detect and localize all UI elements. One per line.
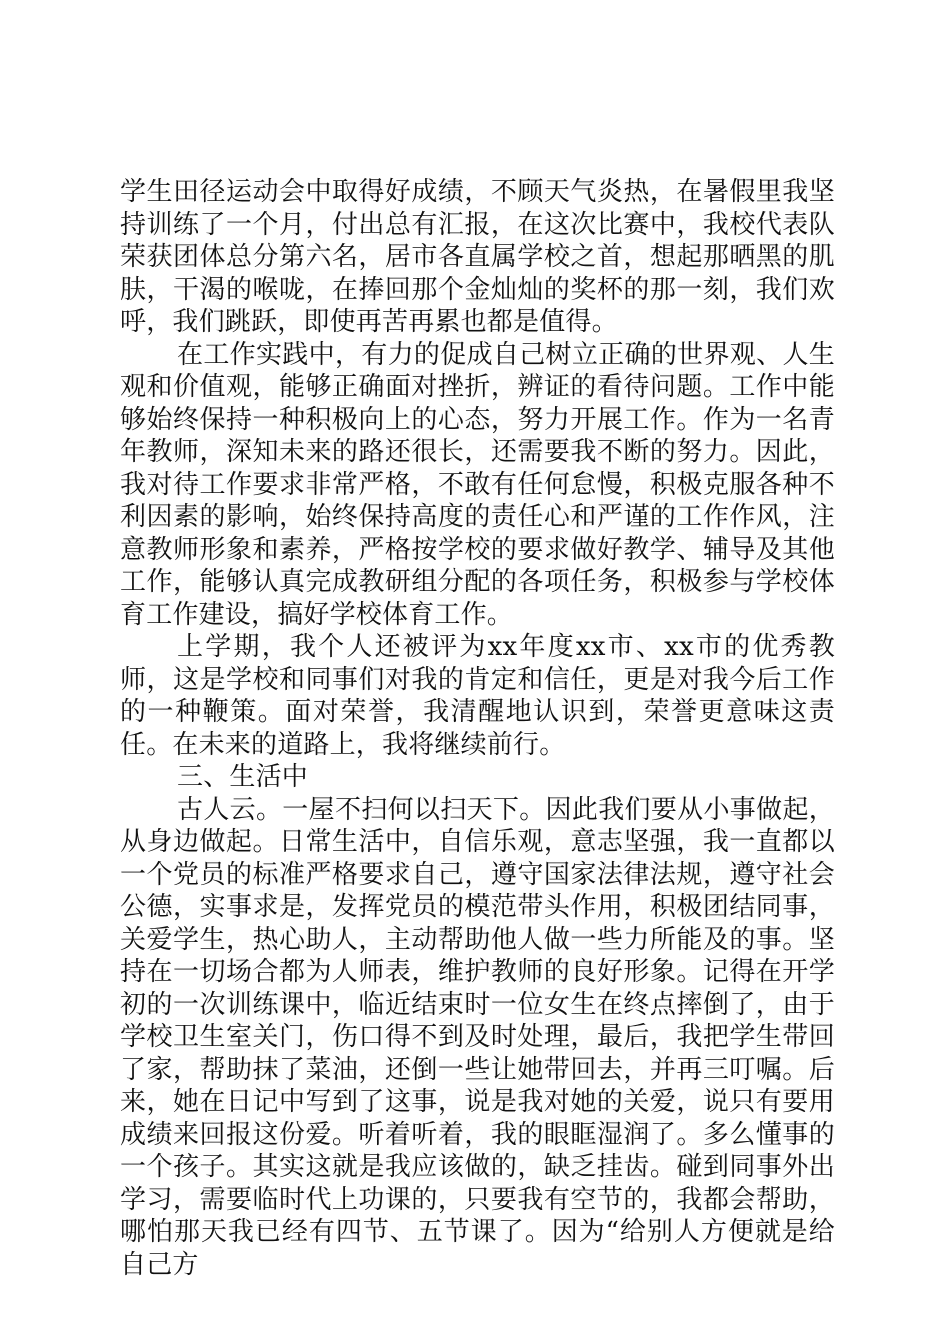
- paragraph-athletics-result: 学生田径运动会中取得好成绩，不顾天气炎热，在暑假里我坚持训练了一个月，付出总有汇报，在这次比赛中，我校代表队荣获团体总分第六名，居市各直属学校之首，想起那晒黑的肌肤，干渴的喉咙，在捧回那个金灿灿的奖杯的那一刻，我们欢呼，我们跳跃，即使再苦再累也都是值得。: [120, 177, 835, 337]
- document-body: [120, 176, 835, 1281]
- paragraph-work-practice: 在工作实践中，有力的促成自己树立正确的世界观、人生观和价值观，能够正确面对挫折，辨证的看待问题。工作中能够始终保持一种积极向上的心态，努力开展工作。作为一名青年教师，深知未来的路还很长，还需要我不断的努力。因此，我对待工作要求非常严格，不敢有任何怠慢，积极克服各种不利因素的影响，始终保持高度的责任心和严谨的工作作风，注意教师形象和素养，严格按学校的要求做好教学、辅导及其他工作，能够认真完成教研组分配的各项任务，积极参与学校体育工作建设，搞好学校体育工作。: [120, 339, 835, 630]
- paragraph-honors: 上学期，我个人还被评为xx年度xx市、xx市的优秀教师，这是学校和同事们对我的肯定和信任，更是对我今后工作的一种鞭策。面对荣誉，我清醒地认识到，荣誉更意味这责任。在未来的道路上，我将继续前行。: [120, 632, 835, 760]
- section-heading-life: 三、生活中: [177, 762, 309, 792]
- paragraph-daily-life: 古人云。一屋不扫何以扫天下。因此我们要从小事做起，从身边做起。日常生活中，自信乐观，意志坚强，我一直都以一个党员的标准严格要求自己，遵守国家法律法规，遵守社会公德，实事求是，发挥党员的模范带头作用，积极团结同事，关爱学生，热心助人，主动帮助他人做一些力所能及的事。坚持在一切场合都为人师表，维护教师的良好形象。记得在开学初的一次训练课中，临近结束时一位女生在终点摔倒了，由于学校卫生室关门，伤口得不到及时处理，最后，我把学生带回了家，帮助抹了菜油，还倒一些让她带回去，并再三叮嘱。后来，她在日记中写到了这事，说是我对她的关爱，说只有要用成绩来回报这份爱。听着听着，我的眼眶湿润了。多么懂事的一个孩子。其实这就是我应该做的，缺乏挂齿。碰到同事外出学习，需要临时代上功课的，只要我有空节的，我都会帮助，哪怕那天我已经有四节、五节课了。因为“给别人方便就是给自己方: [120, 794, 835, 1280]
